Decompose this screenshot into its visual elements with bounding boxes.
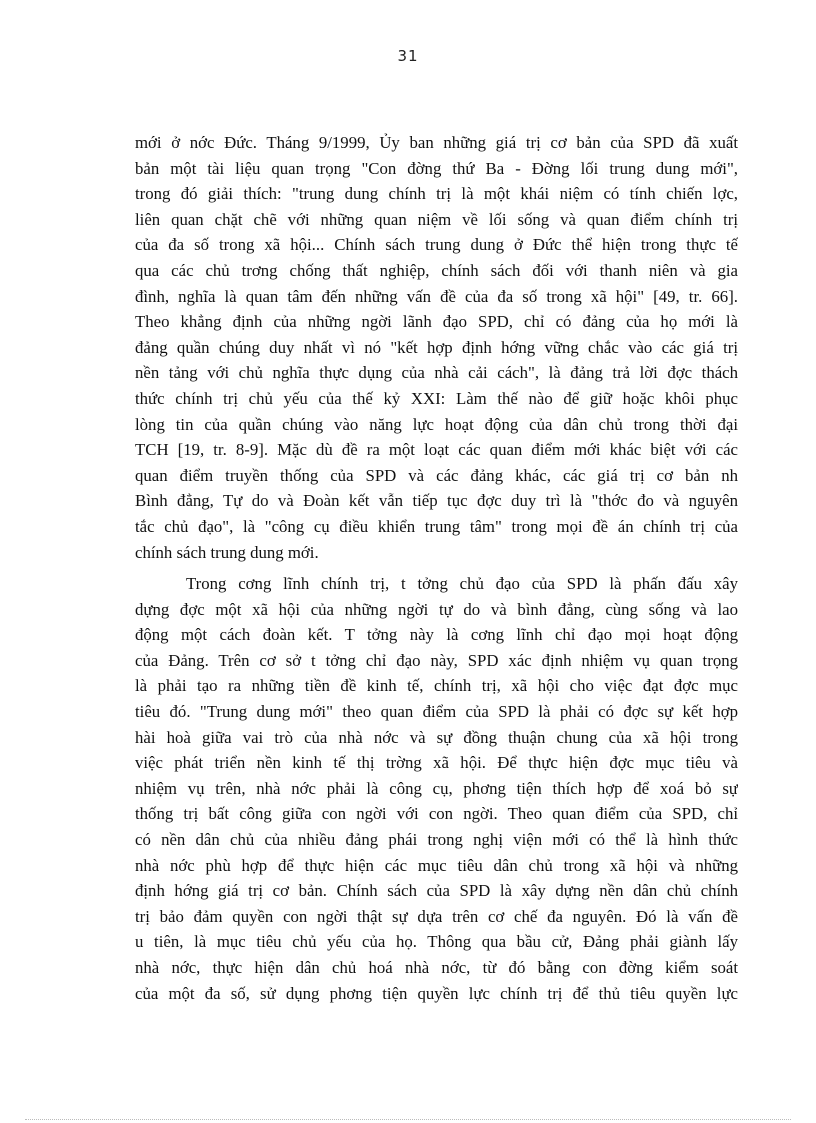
text-line: quan điểm truyền thống của SPD và các đảng khác, các giá trị cơ bản nh [135, 465, 738, 485]
text-line: u tiên, là mục tiêu chủ yếu của họ. Thông qua bầu cử, Đảng phải giành lấy [135, 932, 738, 952]
text-line: đình, nghĩa là quan tâm đến những vấn đề của đa số trong xã hội" [49, tr. 66]. [135, 286, 738, 306]
text-line: là phải tạo ra những tiền đề kinh tế, chính trị, xã hội cho việc đạt đợc mục [135, 676, 738, 696]
text-line: trị bảo đảm quyền con ngời thật sự dựa trên cơ chế đa nguyên. Đó là vấn đề [135, 906, 738, 926]
text-line: việc phát triển nền kinh tế thị trờng xã hội. Để thực hiện đợc mục tiêu và [135, 753, 738, 773]
text-line: định hớng giá trị cơ bản. Chính sách của SPD là xây dựng nền dân chủ chính [135, 881, 738, 901]
text-line: Bình đẳng, Tự do và Đoàn kết vẫn tiếp tục đợc duy trì là "thớc đo và nguyên [135, 491, 738, 511]
text-line: nền tảng với chủ nghĩa thực dụng của nhà cải cách", là đảng trả lời đợc thách [135, 363, 738, 383]
text-line: có nền dân chủ của nhiều đảng phái trong nghị viện mới có thể là hình thức [135, 830, 738, 850]
text-line: lòng tin của quần chúng vào năng lực hoạt động của dân chủ trong thời đại [135, 414, 738, 434]
text-line: liên quan chặt chẽ với những quan niệm về lối sống và quan điểm chính trị [135, 209, 738, 229]
text-line: bản một tài liệu quan trọng "Con đờng thứ Ba - Đờng lối trung dung mới", [135, 158, 738, 178]
text-line: nhà nớc phù hợp để thực hiện các mục tiêu dân chủ trong xã hội và những [135, 855, 738, 875]
page-number: 31 [397, 47, 419, 65]
text-line: động một cách đoàn kết. T tởng này là cơng lĩnh chỉ đạo mọi hoạt động [135, 625, 738, 645]
text-line: thống trị bất công giữa con ngời với con ngời. Theo quan điểm của SPD, chỉ [135, 804, 738, 824]
text-line: của Đảng. Trên cơ sở t tởng chỉ đạo này, SPD xác định nhiệm vụ quan trọng [135, 650, 738, 670]
page-bottom-rule [25, 1119, 791, 1120]
paragraph [135, 130, 738, 565]
text-line: nhà nớc, thực hiện dân chủ hoá nhà nớc, từ đó bằng con đờng kiểm soát [135, 958, 738, 977]
text-line: TCH [19, tr. 8-9]. Mặc dù đề ra một loạt các quan điểm mới khác biệt với các [135, 440, 738, 460]
text-line: của một đa số, sử dụng phơng tiện quyền lực chính trị để thủ tiêu quyền lực [135, 983, 738, 1003]
text-line: tắc chủ đạo", là "công cụ điều khiển trung tâm" trong mọi đề án chính trị của [135, 516, 738, 536]
text-line: qua các chủ trơng chống thất nghiệp, chính sách đối với thanh niên và gia [135, 260, 738, 280]
paragraph [135, 571, 738, 1006]
text-line: nhiệm vụ trên, nhà nớc phải là công cụ, phơng tiện thích hợp để xoá bỏ sự [135, 778, 738, 798]
text-line: trong đó giải thích: "trung dung chính trị là một khái niệm có tính chiến lợc, [135, 184, 738, 204]
text-line: dựng đợc một xã hội của những ngời tự do và bình đẳng, cùng sống và lao [135, 599, 738, 619]
text-line: đảng quần chúng duy nhất vì nó "kết hợp định hớng vững chắc vào các giá trị [135, 337, 738, 357]
text-line: thức chính trị chủ yếu của thế kỷ XXI: Làm thế nào để giữ hoặc khôi phục [135, 388, 738, 408]
text-line: tiêu đó. "Trung dung mới" theo quan điểm của SPD là phải có đợc sự kết hợp [135, 702, 738, 722]
text-line: Trong cơng lĩnh chính trị, t tởng chủ đạo của SPD là phấn đấu xây [186, 574, 738, 594]
text-line: mới ở nớc Đức. Tháng 9/1999, Ủy ban những giá trị cơ bản của SPD đã xuất [135, 133, 738, 152]
text-line: chính sách trung dung mới. [135, 542, 319, 562]
document-body [135, 130, 738, 1006]
text-line: hài hoà giữa vai trò của nhà nớc và sự đồng thuận chung của xã hội trong [135, 727, 738, 747]
text-line: của đa số trong xã hội... Chính sách trung dung ở Đức thể hiện trong thực tế [135, 235, 738, 255]
text-line: Theo khẳng định của những ngời lãnh đạo SPD, chỉ có đảng của họ mới là [135, 312, 738, 332]
